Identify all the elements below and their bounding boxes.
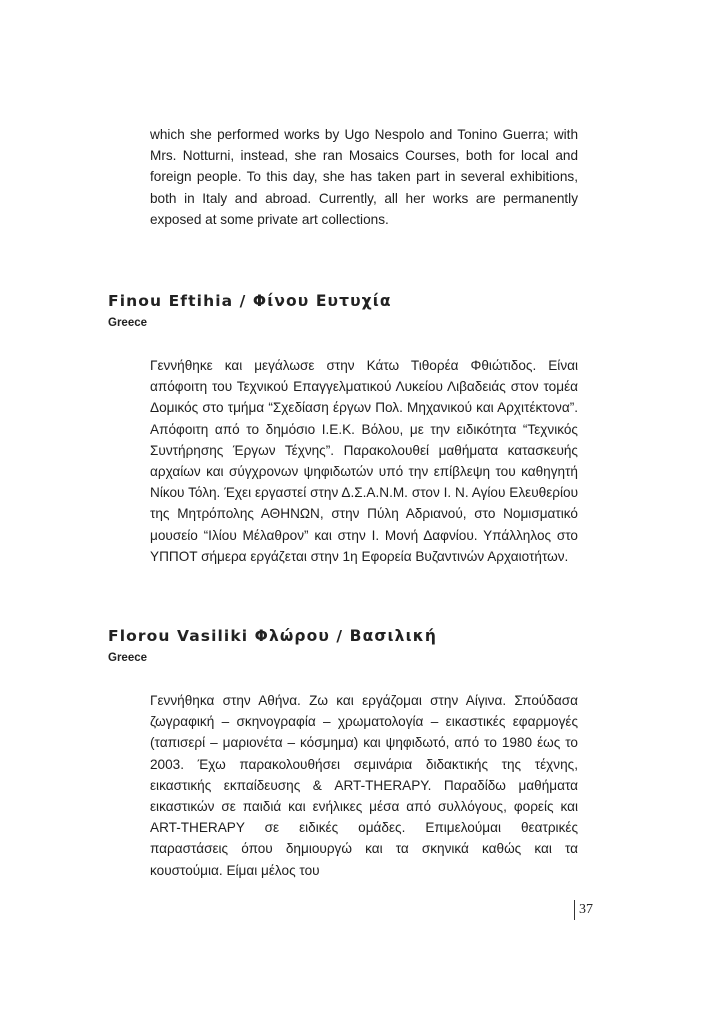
artist-bio-finou: Γεννήθηκε και μεγάλωσε στην Κάτω Τιθορέα Φθιώτιδος. Είναι απόφοιτη του Τεχνικού Επαγγελματικού Λυκείου Λιβαδειάς στον τομέα Δομικός στο τμήμα “Σχεδίαση έργων Πολ. Μηχανικού και Αρχιτέκτονα”. Απόφοιτη από το δημόσιο Ι.Ε.Κ. Βόλου, με την ειδικότητα “Τεχνικός Συντήρησης Έργων Τέχνης”. Παρακολουθεί μαθήματα κατασκευής αρχαίων και σύγχρονων ψηφιδωτών υπό την επίβλεψη του καθηγητή Νίκου Τόλη. Έχει εργαστεί στην Δ.Σ.Α.Ν.Μ. στον Ι. Ν. Αγίου Ελευθερίου της Μητρόπολης ΑΘΗΝΩΝ, στην Πύλη Αδριανού, στο Νομισματικό μουσείο “Ιλίου Μέλαθρον” και στην Ι. Μονή Δαφνίου. Υπάλληλος στο ΥΠΠΟΤ σήμερα εργάζεται στην 1η Εφορεία Βυζαντινών Αρχαιοτήτων. — [150, 358, 578, 564]
artist-country-finou: Greece — [108, 317, 148, 329]
artist-country-florou: Greece — [108, 652, 148, 664]
artist-name-florou: Florou Vasiliki Φλώρου / Βασιλική — [108, 627, 437, 645]
page-number: 37 — [579, 902, 593, 917]
artist-name-finou: Finou Eftihia / Φίνου Ευτυχία — [108, 292, 392, 310]
page-number-block — [574, 900, 593, 920]
artist-bio-florou: Γεννήθηκα στην Αθήνα. Ζω και εργάζομαι στην Αίγινα. Σπούδασα ζωγραφική – σκηνογραφία – χρωματολογία – εικαστικές εφαρμογές (ταπισερί – μαριονέτα – κόσμημα) και ψηφιδωτό, από το 1980 έως το 2003. Έχω παρακολουθήσει σεμινάρια διδακτικής της τέχνης, εικαστικής εκπαίδευσης & ART-THERAPY. Παραδίδω μαθήματα εικαστικών σε παιδιά και ενήλικες μέσα από συλλόγους, φορείς και ART-THERAPY σε ειδικές ομάδες. Επιμελούμαι θεατρικές παραστάσεις όπου δημιουργώ και τα σκηνικά καθώς και τα κουστούμια. Είμαι μέλος του — [150, 693, 578, 878]
intro-paragraph: which she performed works by Ugo Nespolo and Tonino Guerra; with Mrs. Notturni, instead, she ran Mosaics Courses, both for local and foreign people. To this day, she has taken part in several exhibitions, both in Italy and abroad. Currently, all her works are permanently exposed at some private art collections. — [150, 127, 578, 227]
